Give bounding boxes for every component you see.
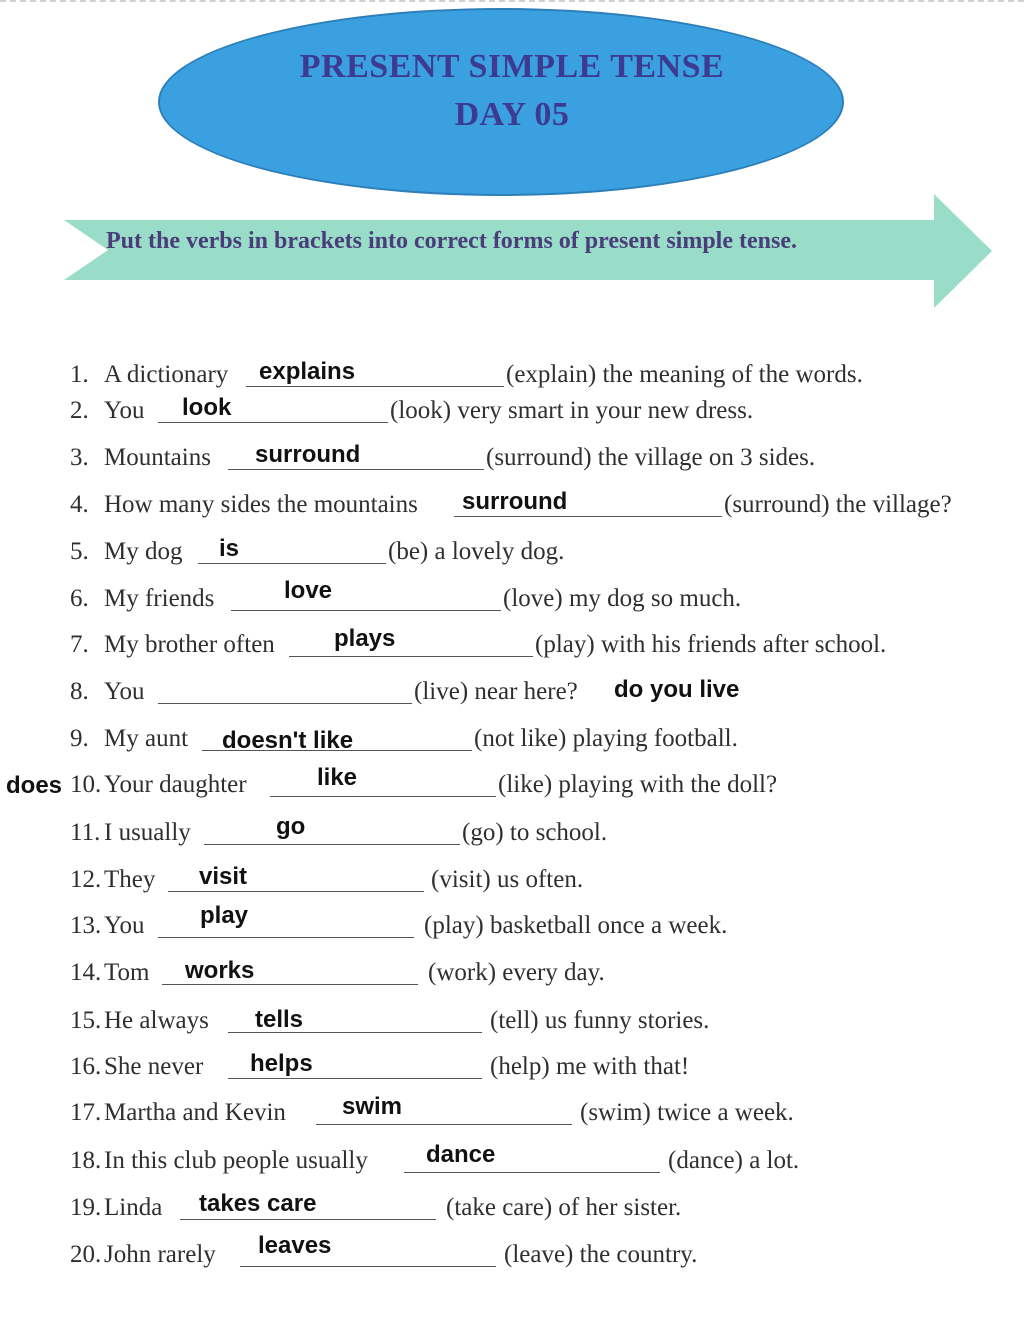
question-number: 13. — [70, 912, 102, 939]
answer-text: leaves — [258, 1232, 332, 1259]
question-stem: My dog — [104, 538, 183, 565]
question-hint: (live) near here? — [414, 678, 578, 705]
question-hint: (like) playing with the doll? — [498, 771, 778, 798]
question-stem: Tom — [104, 959, 150, 986]
answer-blank — [246, 386, 504, 387]
answer-text: doesn't like — [222, 727, 354, 754]
answer-blank — [158, 703, 412, 704]
answer-blank — [198, 563, 386, 564]
answer-blank — [158, 422, 388, 423]
item-8-written-answer: do you live — [614, 676, 740, 703]
question-hint: (not like) playing football. — [474, 725, 738, 752]
question-hint: (play) basketball once a week. — [424, 912, 728, 939]
question-row — [0, 1001, 1024, 1041]
question-stem: You — [104, 397, 145, 424]
question-stem: My brother often — [104, 631, 275, 658]
answer-blank — [228, 1078, 482, 1079]
answer-text: is — [219, 535, 240, 562]
answer-blank — [316, 1124, 572, 1125]
question-number: 3. — [70, 444, 89, 471]
question-number: 19. — [70, 1194, 102, 1221]
question-hint: (work) every day. — [428, 959, 605, 986]
question-row — [0, 765, 1024, 805]
question-stem: My friends — [104, 585, 215, 612]
answer-blank — [158, 937, 414, 938]
question-stem: Martha and Kevin — [104, 1099, 286, 1126]
answer-text: surround — [255, 441, 361, 468]
answer-blank — [404, 1172, 660, 1173]
question-number: 18. — [70, 1147, 102, 1174]
question-row — [0, 672, 1024, 712]
question-number: 7. — [70, 631, 89, 658]
question-row — [0, 355, 1024, 395]
top-dashed-rule — [0, 0, 1024, 2]
question-row — [0, 902, 1024, 946]
question-hint: (surround) the village? — [724, 491, 952, 518]
question-stem: John rarely — [104, 1241, 216, 1268]
question-row — [0, 1093, 1024, 1133]
question-row — [0, 625, 1024, 665]
answer-text: look — [182, 394, 232, 421]
question-number: 9. — [70, 725, 89, 752]
question-hint: (surround) the village on 3 sides. — [486, 444, 816, 471]
question-stem: You — [104, 678, 145, 705]
page-subtitle: DAY 05 — [454, 96, 570, 133]
answer-blank — [204, 844, 460, 845]
answer-blank — [180, 1219, 436, 1220]
question-hint: (love) my dog so much. — [503, 585, 742, 612]
answer-text: works — [185, 957, 255, 984]
question-row — [0, 391, 1024, 431]
question-number: 17. — [70, 1099, 102, 1126]
question-number: 10. — [70, 771, 102, 798]
question-number: 20. — [70, 1241, 102, 1268]
question-hint: (leave) the country. — [504, 1241, 698, 1268]
answer-text: tells — [255, 1006, 304, 1033]
answer-text: surround — [462, 488, 568, 515]
question-row — [0, 438, 1024, 478]
answer-blank — [454, 516, 722, 517]
question-stem: She never — [104, 1053, 204, 1080]
answer-blank — [240, 1266, 496, 1267]
instruction-text: Put the verbs in brackets into correct forms of present simple tense. — [106, 228, 797, 254]
question-number: 11. — [70, 819, 101, 846]
question-number: 12. — [70, 866, 102, 893]
question-stem: Mountains — [104, 444, 211, 471]
question-number: 16. — [70, 1053, 102, 1080]
question-hint: (visit) us often. — [431, 866, 584, 893]
question-row — [0, 813, 1024, 853]
answer-text: explains — [259, 358, 356, 385]
question-stem: He always — [104, 1007, 209, 1034]
answer-text: love — [284, 577, 333, 604]
question-row — [0, 532, 1024, 572]
question-stem: Linda — [104, 1194, 163, 1221]
question-stem: My aunt — [104, 725, 189, 752]
answer-blank — [289, 656, 533, 657]
question-stem: Your daughter — [104, 771, 247, 798]
question-row — [0, 719, 1024, 759]
question-stem: How many sides the mountains — [104, 491, 418, 518]
question-hint: (look) very smart in your new dress. — [390, 397, 754, 424]
question-row — [0, 1047, 1024, 1087]
question-hint: (be) a lovely dog. — [388, 538, 565, 565]
question-stem: A dictionary — [104, 361, 229, 388]
question-hint: (take care) of her sister. — [446, 1194, 682, 1221]
answer-blank — [270, 796, 496, 797]
item-10-written-prefix: does — [6, 772, 63, 799]
question-row — [0, 485, 1024, 525]
question-row — [0, 1232, 1024, 1275]
question-row — [0, 1141, 1024, 1181]
question-row — [0, 1188, 1024, 1228]
question-number: 4. — [70, 491, 89, 518]
answer-text: play — [200, 902, 249, 929]
question-hint: (explain) the meaning of the words. — [506, 361, 863, 388]
question-number: 1. — [70, 361, 89, 388]
answer-text: visit — [199, 863, 248, 890]
question-stem: You — [104, 912, 145, 939]
answer-text: takes care — [199, 1190, 317, 1217]
answer-blank — [228, 469, 484, 470]
question-hint: (tell) us funny stories. — [490, 1007, 710, 1034]
question-number: 15. — [70, 1007, 102, 1034]
answer-text: like — [317, 764, 358, 791]
answer-text: dance — [426, 1141, 496, 1168]
question-hint: (dance) a lot. — [668, 1147, 800, 1174]
question-number: 2. — [70, 397, 89, 424]
question-number: 6. — [70, 585, 89, 612]
question-stem: I usually — [104, 819, 191, 846]
question-number: 8. — [70, 678, 89, 705]
question-number: 5. — [70, 538, 89, 565]
question-stem: They — [104, 866, 156, 893]
question-row — [0, 953, 1024, 993]
answer-text: helps — [250, 1050, 313, 1077]
question-hint: (go) to school. — [462, 819, 608, 846]
answer-text: go — [276, 813, 306, 840]
question-hint: (help) me with that! — [490, 1053, 690, 1080]
answer-text: plays — [334, 625, 396, 652]
answer-blank — [168, 891, 424, 892]
question-hint: (swim) twice a week. — [580, 1099, 794, 1126]
question-number: 14. — [70, 959, 102, 986]
page-title: PRESENT SIMPLE TENSE — [299, 48, 725, 85]
question-row — [0, 579, 1024, 619]
question-hint: (play) with his friends after school. — [535, 631, 887, 658]
answer-blank — [231, 610, 501, 611]
question-stem: In this club people usually — [104, 1147, 368, 1174]
answer-text: swim — [342, 1093, 403, 1120]
question-row — [0, 860, 1024, 900]
